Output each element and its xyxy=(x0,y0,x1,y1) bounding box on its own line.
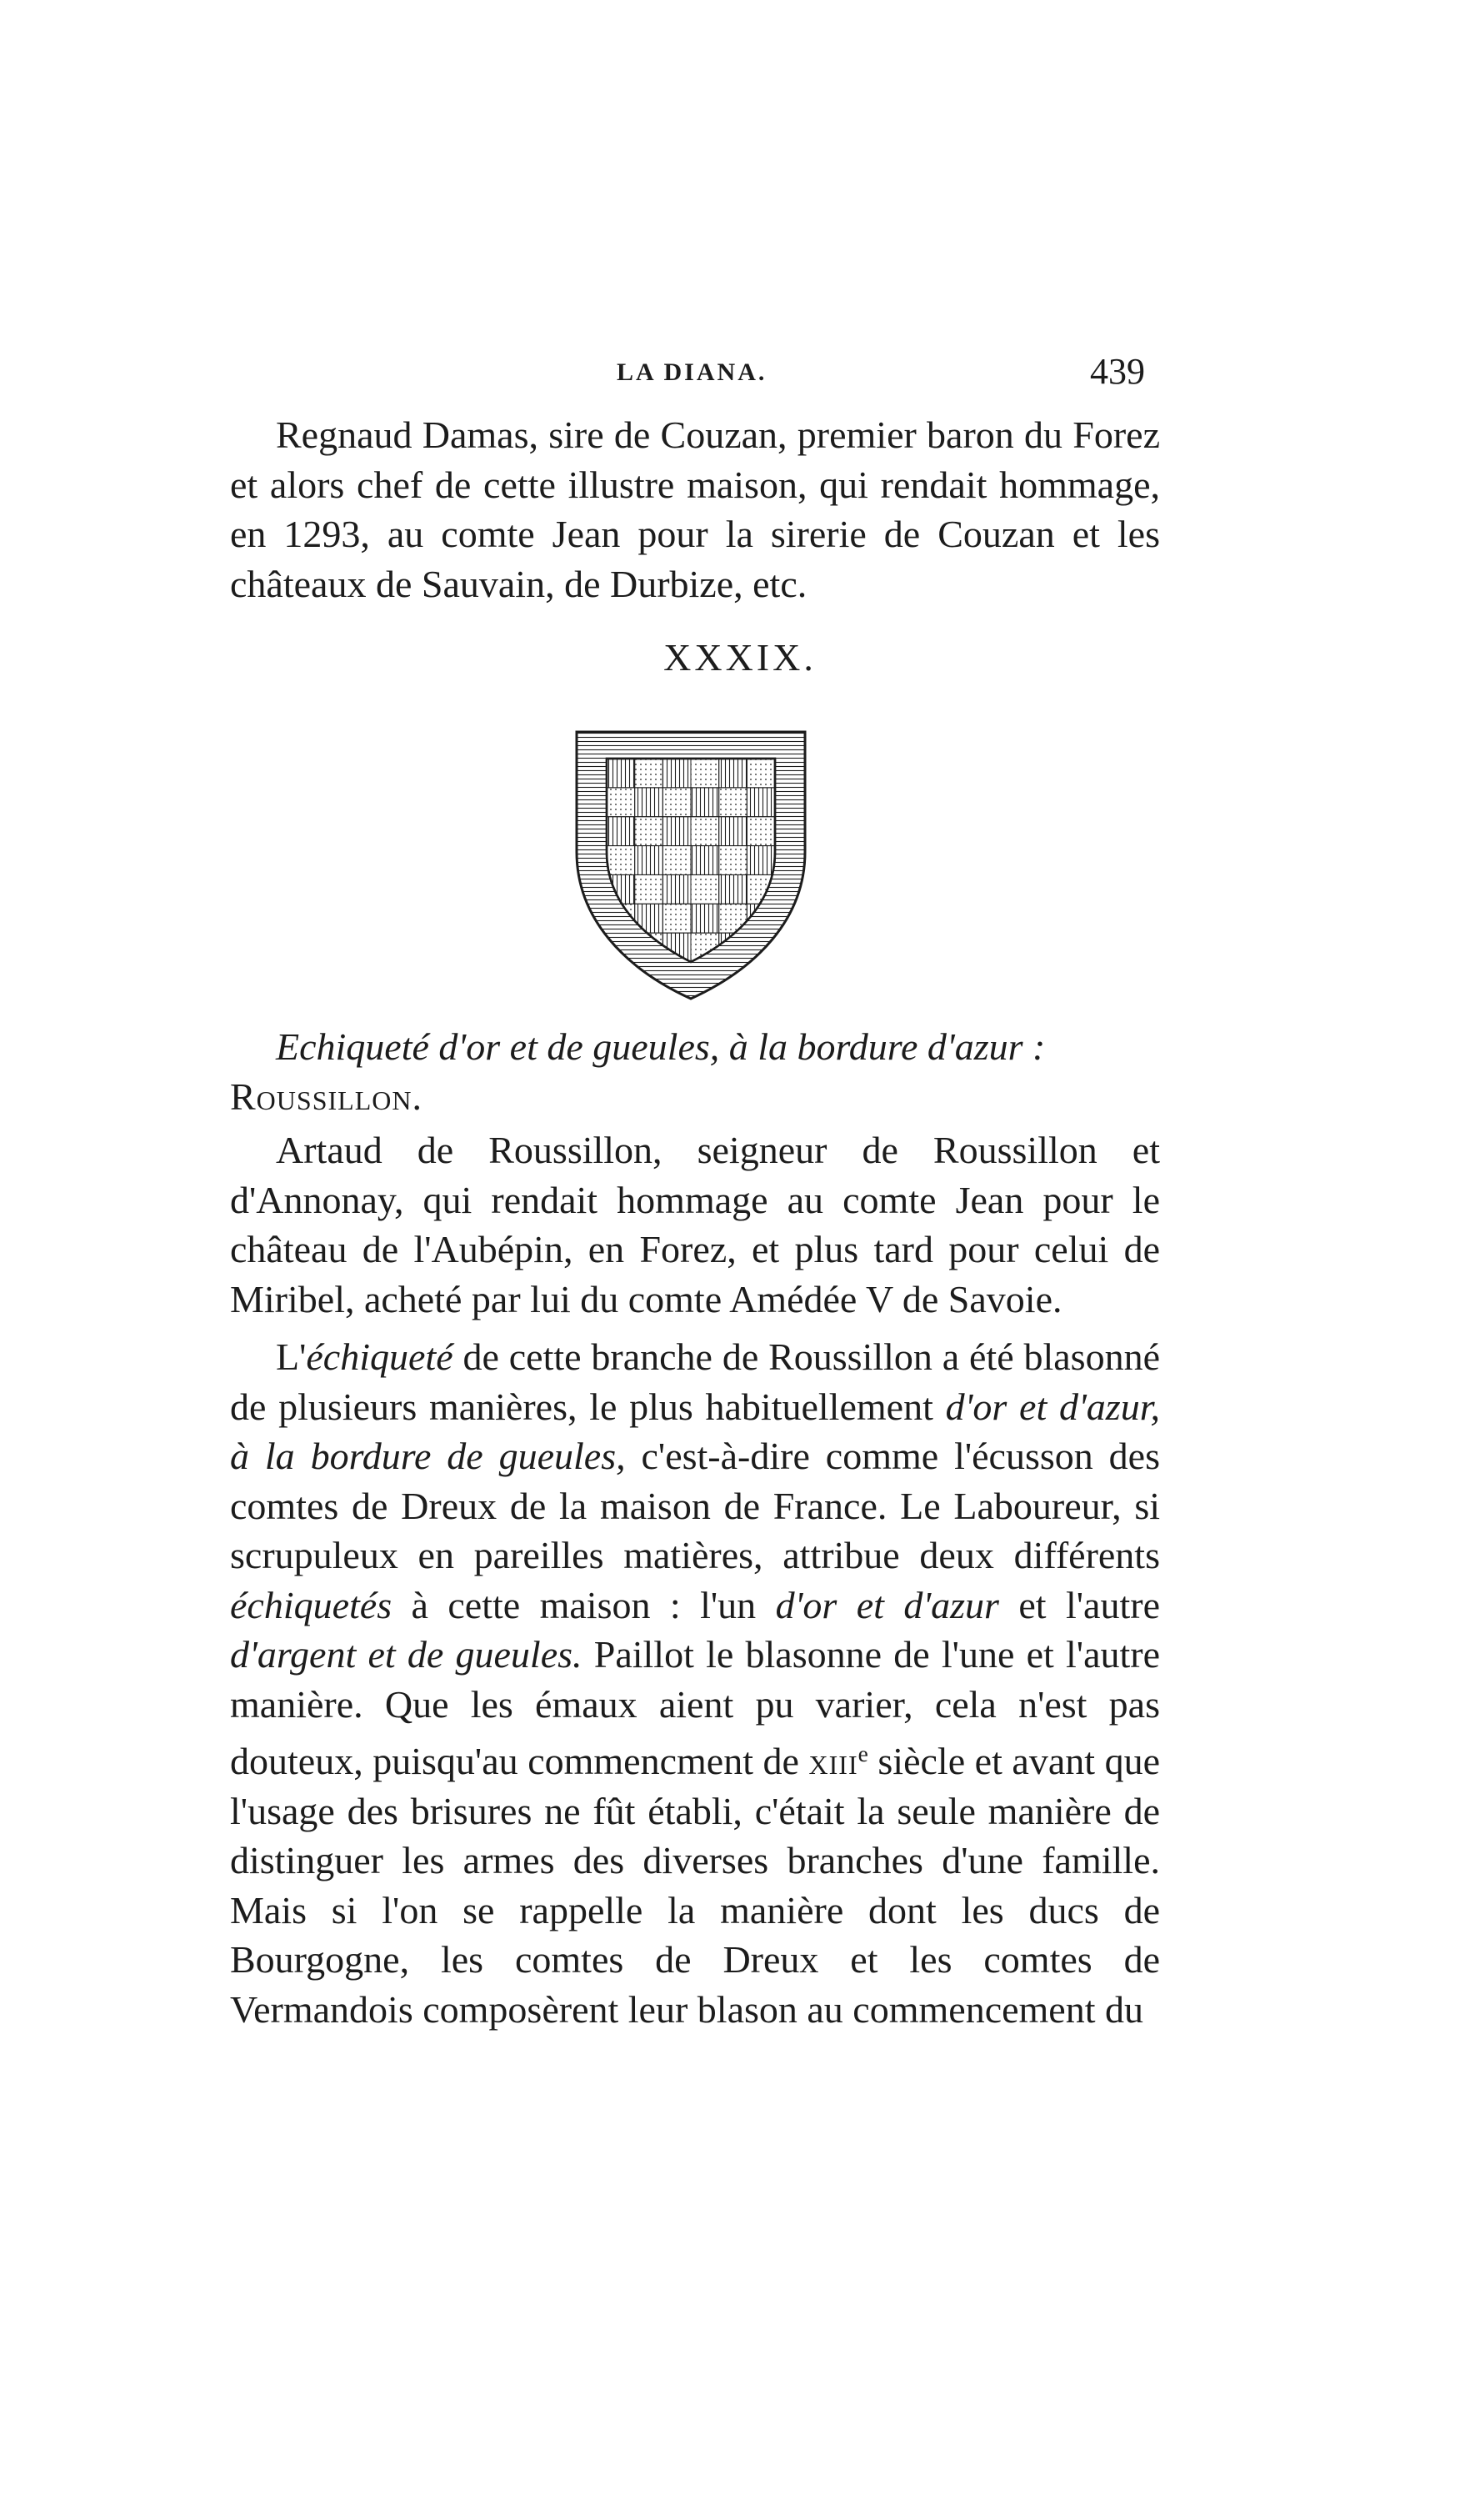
shield-check-or xyxy=(662,788,691,817)
text-run-italic: d'argent et de gueules. xyxy=(230,1633,582,1676)
running-head xyxy=(0,350,1480,400)
shield-check-or xyxy=(607,788,635,817)
shield-check-or xyxy=(691,759,719,788)
blazon-text: Echiqueté d'or et de gueules, à la bordure d'azur : xyxy=(276,1025,1046,1068)
shield-check-gules xyxy=(662,874,691,904)
shield-check-gules xyxy=(607,759,635,788)
shield-check-or xyxy=(607,846,635,875)
text-run: à cette maison : l'un xyxy=(392,1583,776,1626)
shield-check-gules xyxy=(607,817,635,846)
shield-check-gules xyxy=(691,846,719,875)
text-run: siècle et avant que l'usage des brisures ne fût établi, c'était la seule manière de distinguer les armes des diverses branches d'une famille. Mais si l'on se rappelle la manière dont les ducs de Bourgogne, les comtes de Dreux et les comtes de Vermandois composèrent leur blason au commencement du xyxy=(230,1740,1160,2031)
text-run: Paillot le blasonne de l'une et l'autre manière. Que les émaux aient pu varier, cela n'est pas douteux, puisqu'au commencment de xyxy=(230,1633,1161,1783)
shield-check-or xyxy=(635,874,663,904)
text-run-italic: échiqueté xyxy=(306,1335,453,1378)
shield-check-or xyxy=(747,817,775,846)
shield-check-gules xyxy=(719,817,748,846)
shield-check-gules xyxy=(719,759,748,788)
shield-check-gules xyxy=(747,788,775,817)
century-superscript: e xyxy=(858,1741,868,1766)
text-run-italic: d'or et d'azur xyxy=(775,1583,999,1626)
shield-check-gules xyxy=(662,817,691,846)
paragraph-damas: Regnaud Damas, sire de Couzan, premier baron du Forez et alors chef de cette illustre maison, qui rendait hommage, en 1293, au comte Jean pour la sirerie de Couzan et les châteaux de Sauvain, de Durbize, etc. xyxy=(230,413,1160,605)
shield-check-gules xyxy=(635,788,663,817)
shield-check-or xyxy=(719,788,748,817)
shield-check-or xyxy=(747,759,775,788)
shield-check-gules xyxy=(635,846,663,875)
text-run-italic: d'or et d'azur, à la bordure de gueules, xyxy=(230,1385,1160,1477)
century-numeral: xiii xyxy=(808,1740,858,1783)
shield-check-or xyxy=(635,759,663,788)
text-run-italic: échiquetés xyxy=(230,1583,392,1626)
shield-check-or xyxy=(691,817,719,846)
running-title: LA DIANA. xyxy=(617,358,768,386)
text-run: L' xyxy=(276,1335,307,1378)
section-number: XXXIX. xyxy=(663,636,817,679)
paragraph-artaud: Artaud de Roussillon, seigneur de Roussillon et d'Annonay, qui rendait hommage au comte Jean pour le château de l'Aubépin, en Forez, et plus tard pour celui de Miribel, acheté par lui du comte Amédée V de Savoie. xyxy=(230,1129,1160,1320)
shield-check-or xyxy=(691,874,719,904)
shield-check-or xyxy=(719,846,748,875)
shield-check-or xyxy=(662,846,691,875)
shield-check-gules xyxy=(691,904,719,933)
shield-check-or xyxy=(662,904,691,933)
shield-check-gules xyxy=(662,759,691,788)
paragraph-echiquete xyxy=(230,1332,1160,2034)
blazon-name: Roussillon. xyxy=(230,1075,422,1118)
checkered-shield-icon xyxy=(573,727,808,1002)
shield-check-gules xyxy=(691,788,719,817)
text-run: de cette branche de Roussillon a été blasonné de plusieurs manières, le plus habituellement xyxy=(230,1335,1160,1428)
page-number: 439 xyxy=(1090,351,1145,392)
shield-check-gules xyxy=(747,846,775,875)
shield-check-or xyxy=(635,817,663,846)
text-run: et l'autre xyxy=(998,1583,1160,1626)
blazon-line xyxy=(230,1022,1160,1121)
text-run: c'est-à-dire comme l'écusson des comtes de Dreux de la maison de France. Le Laboureur, si scrupuleux en pareilles matières, attribue deux différents xyxy=(230,1435,1160,1576)
shield-check-gules xyxy=(719,874,748,904)
